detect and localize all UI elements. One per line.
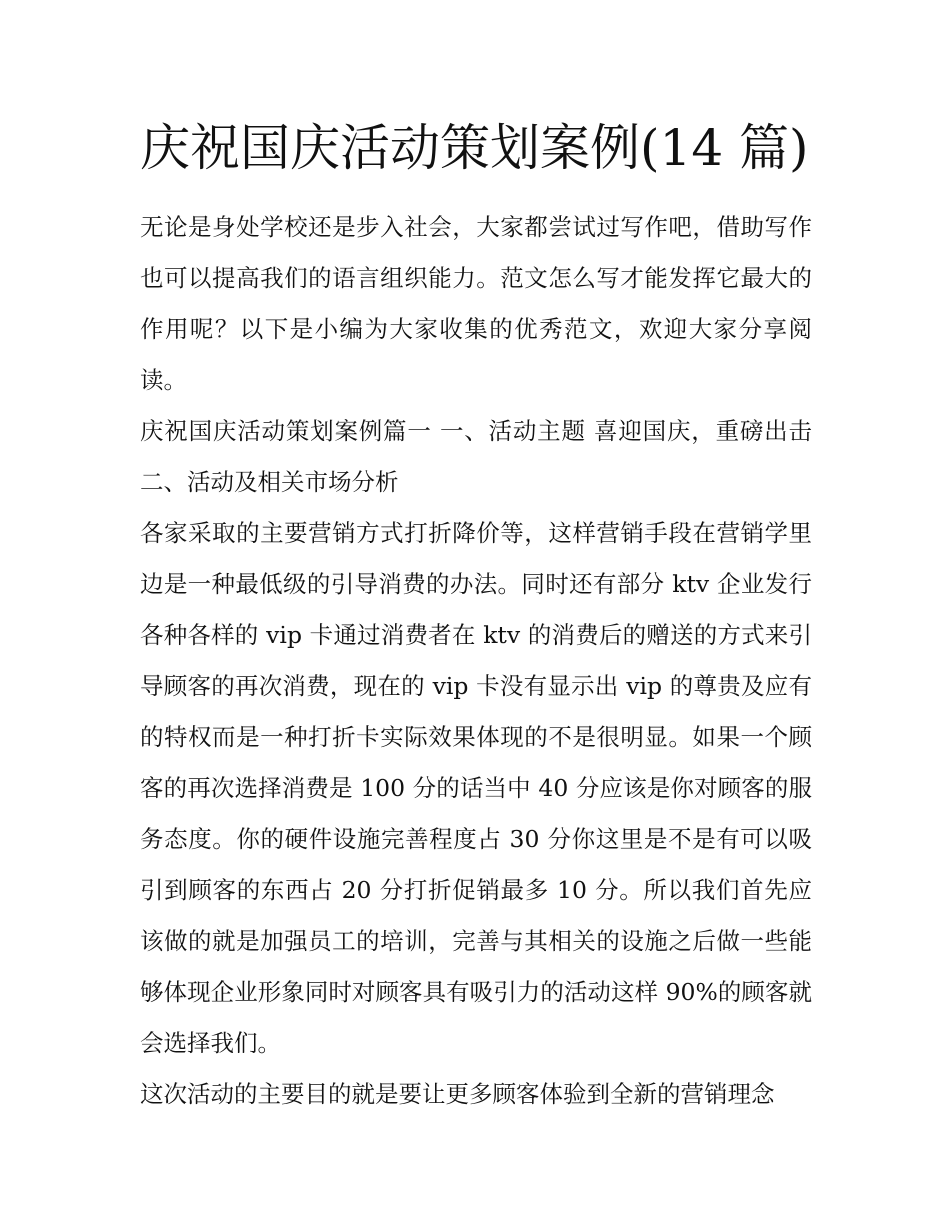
document-body [140,202,812,1120]
paragraph-section-heading: 庆祝国庆活动策划案例篇一 一、活动主题 喜迎国庆，重磅出击 二、活动及相关市场分析 [140,417,812,496]
paragraph-market-analysis: 各家采取的主要营销方式打折降价等，这样营销手段在营销学里边是一种最低级的引导消费的办法。同时还有部分 ktv 企业发行各种各样的 vip 卡通过消费者在 ktv 的消费后的赠送的方式来引导顾客的再次消费，现在的 vip 卡没有显示出 vip 的尊贵及应有的特权而是一种打折卡实际效果体现的不是很明显。如果一个顾客的再次选择消费是 100 分的话当中 40 分应该是你对顾客的服务态度。你的硬件设施完善程度占 30 分你这里是不是有可以吸引到顾客的东西占 20 分打折促销最多 10 分。所以我们首先应该做的就是加强员工的培训，完善与其相关的设施之后做一些能够体现企业形象同时对顾客具有吸引力的活动这样 90%的顾客就会选择我们。 [140,519,812,1057]
paragraph-intro: 无论是身处学校还是步入社会，大家都尝试过写作吧，借助写作也可以提高我们的语言组织能力。范文怎么写才能发挥它最大的作用呢？以下是小编为大家收集的优秀范文，欢迎大家分享阅读。 [140,213,812,394]
paragraph-activity-goal: 这次活动的主要目的就是要让更多顾客体验到全新的营销理念 [140,1080,775,1108]
document-title: 庆祝国庆活动策划案例(14 篇) [140,119,809,177]
